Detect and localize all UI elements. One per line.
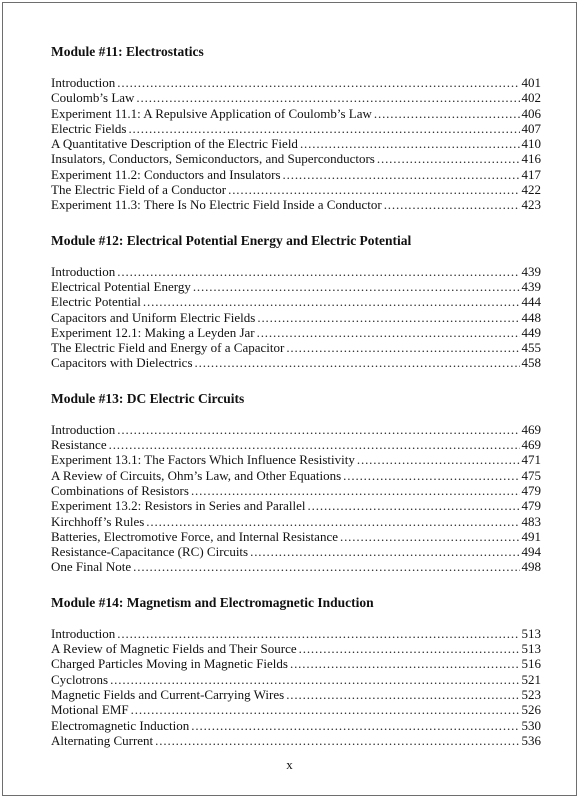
toc-entry bbox=[51, 355, 541, 370]
dot-leader bbox=[257, 310, 519, 325]
dot-leader bbox=[286, 340, 519, 355]
toc-entry-page: 439 bbox=[521, 278, 541, 294]
toc-entry bbox=[51, 136, 541, 151]
toc-entry-title: The Electric Field of a Conductor bbox=[51, 182, 227, 198]
toc-entry-page: 401 bbox=[521, 75, 541, 90]
toc-entry-title: The Electric Field and Energy of a Capacitor bbox=[51, 340, 285, 356]
dot-leader bbox=[128, 121, 519, 136]
module-heading: Module #12: Electrical Potential Energy and Electric Potential bbox=[51, 232, 412, 248]
toc-entry-page: 530 bbox=[521, 717, 541, 733]
toc-entry bbox=[51, 483, 541, 498]
dot-leader bbox=[146, 514, 519, 529]
toc-entry-title: Electric Potential bbox=[51, 294, 141, 310]
toc-entry bbox=[51, 310, 541, 325]
dot-leader bbox=[300, 136, 520, 151]
toc-entry-title: Capacitors with Dielectrics bbox=[51, 355, 193, 371]
toc-entry-page: 513 bbox=[521, 641, 541, 657]
toc-entry bbox=[51, 529, 541, 544]
toc-entry-page: 513 bbox=[521, 625, 541, 641]
dot-leader bbox=[109, 437, 520, 452]
toc-entry-title: Insulators, Conductors, Semiconductors, and Superconductors bbox=[51, 151, 375, 167]
toc-entry-list bbox=[51, 422, 541, 575]
toc-entry-page: 491 bbox=[521, 528, 541, 544]
toc-entry-page: 423 bbox=[521, 197, 541, 213]
toc-entry-page: 479 bbox=[521, 498, 541, 514]
toc-entry bbox=[51, 687, 541, 702]
toc-entry bbox=[51, 468, 541, 483]
dot-leader bbox=[374, 106, 520, 121]
toc-entry-page: 479 bbox=[521, 482, 541, 498]
toc-entry-title: Experiment 11.1: A Repulsive Application of Coulomb’s Law bbox=[51, 105, 372, 121]
toc-entry-page: 498 bbox=[521, 559, 541, 575]
toc-entry-page: 448 bbox=[521, 309, 541, 325]
dot-leader bbox=[290, 656, 520, 671]
toc-entry-page: 536 bbox=[521, 732, 541, 748]
toc-entry-page: 471 bbox=[521, 452, 541, 468]
dot-leader bbox=[308, 498, 520, 513]
toc-entry-list bbox=[51, 264, 541, 371]
toc-entry-title: One Final Note bbox=[51, 559, 132, 575]
toc-entry-page: 458 bbox=[521, 355, 541, 371]
dot-leader bbox=[117, 422, 519, 437]
dot-leader bbox=[155, 733, 519, 748]
toc-entry bbox=[51, 422, 541, 437]
toc-entry bbox=[51, 656, 541, 671]
toc-entry-title: Combinations of Resistors bbox=[51, 482, 189, 498]
document-page bbox=[2, 2, 577, 796]
toc-entry bbox=[51, 325, 541, 340]
toc-entry bbox=[51, 167, 541, 182]
toc-entry-page: 410 bbox=[521, 136, 541, 152]
dot-leader bbox=[117, 75, 519, 90]
dot-leader bbox=[117, 626, 519, 641]
toc-entry bbox=[51, 340, 541, 355]
toc-entry-title: Resistance-Capacitance (RC) Circuits bbox=[51, 544, 249, 560]
dot-leader bbox=[228, 182, 519, 197]
toc-entry-page: 416 bbox=[521, 151, 541, 167]
dot-leader bbox=[250, 544, 519, 559]
toc-entry-page: 406 bbox=[521, 105, 541, 121]
toc-entry bbox=[51, 626, 541, 641]
toc-entry-title: Experiment 13.2: Resistors in Series and Parallel bbox=[51, 498, 306, 514]
toc-entry-list bbox=[51, 75, 541, 213]
toc-entry-page: 516 bbox=[521, 656, 541, 672]
table-of-contents bbox=[51, 43, 541, 767]
toc-entry bbox=[51, 106, 541, 121]
module-section bbox=[51, 390, 541, 575]
toc-entry bbox=[51, 733, 541, 748]
toc-entry bbox=[51, 672, 541, 687]
toc-entry-page: 469 bbox=[521, 437, 541, 453]
toc-entry-page: 417 bbox=[521, 166, 541, 182]
toc-entry-title: A Review of Circuits, Ohm’s Law, and Other Equations bbox=[51, 467, 342, 483]
toc-entry-title: Alternating Current bbox=[51, 732, 154, 748]
toc-entry-title: Introduction bbox=[51, 625, 116, 641]
dot-leader bbox=[191, 483, 520, 498]
toc-entry-page: 449 bbox=[521, 324, 541, 340]
toc-entry bbox=[51, 121, 541, 136]
toc-entry bbox=[51, 641, 541, 656]
toc-entry-page: 521 bbox=[521, 671, 541, 687]
toc-entry-page: 422 bbox=[521, 182, 541, 198]
toc-entry-title: Electrical Potential Energy bbox=[51, 278, 191, 294]
toc-entry-title: Introduction bbox=[51, 421, 116, 437]
toc-entry-title: Introduction bbox=[51, 263, 116, 279]
toc-entry bbox=[51, 294, 541, 309]
toc-entry-page: 494 bbox=[521, 544, 541, 560]
dot-leader bbox=[357, 452, 520, 467]
toc-entry-title: Coulomb’s Law bbox=[51, 90, 135, 106]
dot-leader bbox=[193, 279, 520, 294]
toc-entry bbox=[51, 151, 541, 166]
dot-leader bbox=[143, 294, 520, 309]
dot-leader bbox=[117, 264, 519, 279]
toc-entry-title: Cyclotrons bbox=[51, 671, 109, 687]
toc-entry-title: Introduction bbox=[51, 75, 116, 90]
toc-entry-title: Motional EMF bbox=[51, 702, 129, 718]
toc-entry bbox=[51, 182, 541, 197]
dot-leader bbox=[131, 702, 520, 717]
toc-entry bbox=[51, 702, 541, 717]
toc-entry-page: 475 bbox=[521, 467, 541, 483]
module-heading: Module #11: Electrostatics bbox=[51, 44, 204, 59]
toc-entry bbox=[51, 90, 541, 105]
module-section bbox=[51, 43, 541, 213]
toc-entry-title: Electric Fields bbox=[51, 120, 127, 136]
dot-leader bbox=[136, 90, 519, 105]
dot-leader bbox=[195, 355, 520, 370]
toc-entry bbox=[51, 559, 541, 574]
toc-entry-title: Resistance bbox=[51, 437, 107, 453]
dot-leader bbox=[110, 672, 519, 687]
toc-entry bbox=[51, 498, 541, 513]
toc-entry-title: Capacitors and Uniform Electric Fields bbox=[51, 309, 256, 325]
toc-entry-list bbox=[51, 626, 541, 748]
toc-entry bbox=[51, 437, 541, 452]
toc-entry-page: 444 bbox=[521, 294, 541, 310]
dot-leader bbox=[384, 197, 520, 212]
toc-entry-title: Experiment 11.3: There Is No Electric Field Inside a Conductor bbox=[51, 197, 382, 213]
page-folio: x bbox=[286, 757, 293, 772]
dot-leader bbox=[340, 529, 520, 544]
toc-entry-page: 526 bbox=[521, 702, 541, 718]
toc-entry bbox=[51, 452, 541, 467]
module-heading: Module #14: Magnetism and Electromagnetic Induction bbox=[51, 594, 374, 610]
dot-leader bbox=[133, 559, 519, 574]
toc-entry-title: Experiment 13.1: The Factors Which Influence Resistivity bbox=[51, 452, 355, 468]
toc-entry bbox=[51, 544, 541, 559]
toc-entry-title: Kirchhoff’s Rules bbox=[51, 513, 145, 529]
toc-entry bbox=[51, 514, 541, 529]
toc-entry-title: Experiment 11.2: Conductors and Insulators bbox=[51, 166, 281, 182]
toc-entry-title: Charged Particles Moving in Magnetic Fields bbox=[51, 656, 288, 672]
dot-leader bbox=[299, 641, 520, 656]
dot-leader bbox=[283, 167, 520, 182]
toc-entry bbox=[51, 718, 541, 733]
toc-entry-page: 439 bbox=[521, 263, 541, 279]
toc-entry-title: A Review of Magnetic Fields and Their Source bbox=[51, 641, 297, 657]
toc-entry-title: A Quantitative Description of the Electric Field bbox=[51, 136, 298, 152]
toc-entry-title: Magnetic Fields and Current-Carrying Wires bbox=[51, 686, 285, 702]
toc-entry-page: 455 bbox=[521, 340, 541, 356]
dot-leader bbox=[286, 687, 519, 702]
module-section bbox=[51, 232, 541, 371]
toc-entry-page: 407 bbox=[521, 120, 541, 136]
toc-entry-page: 523 bbox=[521, 686, 541, 702]
toc-entry-page: 402 bbox=[521, 90, 541, 106]
dot-leader bbox=[343, 468, 519, 483]
toc-entry bbox=[51, 279, 541, 294]
module-section bbox=[51, 594, 541, 748]
toc-entry bbox=[51, 197, 541, 212]
dot-leader bbox=[377, 151, 520, 166]
toc-entry-page: 469 bbox=[521, 421, 541, 437]
toc-entry-title: Electromagnetic Induction bbox=[51, 717, 190, 733]
toc-entry-title: Batteries, Electromotive Force, and Internal Resistance bbox=[51, 528, 338, 544]
toc-entry-title: Experiment 12.1: Making a Leyden Jar bbox=[51, 324, 255, 340]
dot-leader bbox=[191, 718, 519, 733]
dot-leader bbox=[257, 325, 520, 340]
toc-entry-page: 483 bbox=[521, 513, 541, 529]
module-heading: Module #13: DC Electric Circuits bbox=[51, 390, 245, 406]
toc-entry bbox=[51, 75, 541, 90]
toc-entry bbox=[51, 264, 541, 279]
